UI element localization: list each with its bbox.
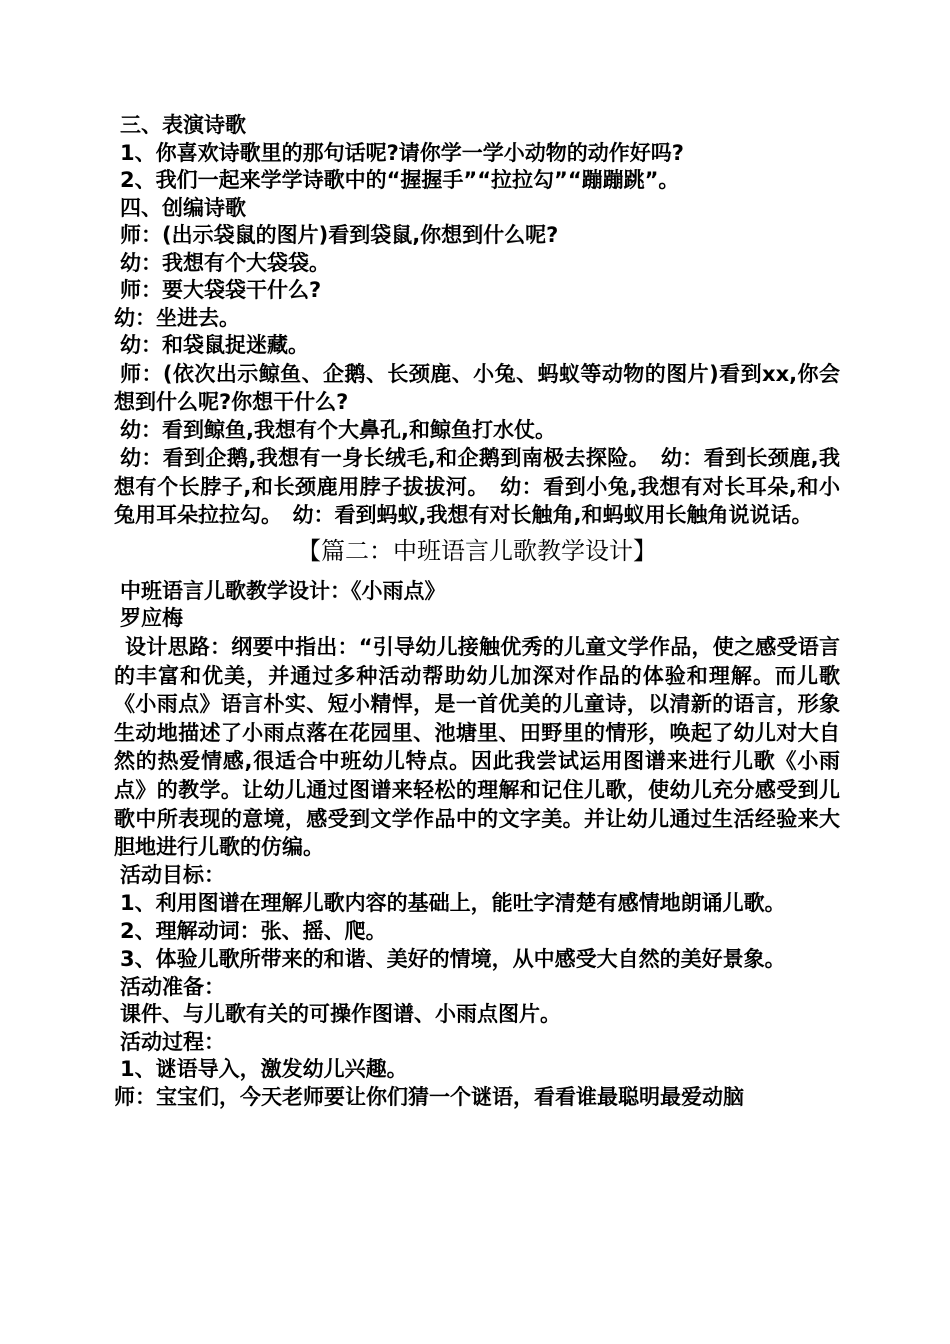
dialogue-line: 师：(出示袋鼠的图片)看到袋鼠,你想到什么呢? [120,223,559,247]
dialogue-line: 师：要大袋袋干什么? [120,278,322,302]
goal-item: 2、理解动词：张、摇、爬。 [120,918,387,943]
author-name: 罗应梅 [120,606,183,631]
dialogue-line: 幼：坐进去。 [114,305,240,330]
goal-item: 3、体验儿歌所带来的和谐、美好的情境，从中感受大自然的美好景象。 [120,947,786,972]
prep-text: 课件、与儿歌有关的可操作图谱、小雨点图片。 [120,1002,561,1027]
dialogue-paragraph: 师：(依次出示鲸鱼、企鹅、长颈鹿、小兔、蚂蚁等动物的图片)看到xx,你会想到什么呢?你想干什么? [114,361,840,415]
section-title: 【篇二：中班语言儿歌教学设计】 [297,536,657,565]
text-line: 2、我们一起来学学诗歌中的“握握手”“拉拉勾”“蹦蹦跳”。 [120,168,680,192]
process-step: 1、谜语导入，激发幼儿兴趣。 [120,1057,408,1082]
goals-heading: 活动目标： [120,862,225,887]
heading-create-poem: 四、创编诗歌 [120,195,246,220]
dialogue-line: 师：宝宝们，今天老师要让你们猜一个谜语，看看谁最聪明最爱动脑 [114,1084,744,1109]
lesson-title: 中班语言儿歌教学设计：《小雨点》 [120,578,446,603]
heading-perform-poem: 三、表演诗歌 [120,113,246,137]
design-paragraph: 设计思路：纲要中指出：“引导幼儿接触优秀的儿童文学作品，使之感受语言的丰富和优美，并通过多种活动帮助幼儿加深对作品的体验和理解。而儿歌《小雨点》语言朴实、短小精悍，是一首优美的儿童诗，以清新的语言，形象生动地描述了小雨点落在花园里、池塘里、田野里的情形，唤起了幼儿对大自然的热爱情感,很适合中班幼儿特点。因此我尝试运用图谱来进行儿歌《小雨点》的教学。让幼儿通过图谱来轻松的理解和记住儿歌，使幼儿充分感受到儿歌中所表现的意境，感受到文学作品中的文字美。并让幼儿通过生活经验来大胆地进行儿歌的仿编。 [114,634,840,860]
dialogue-line: 幼：我想有个大袋袋。 [120,250,330,275]
text-line: 1、你喜欢诗歌里的那句话呢?请你学一学小动物的动作好吗? [120,140,684,165]
prep-heading: 活动准备： [120,974,225,999]
dialogue-line: 幼：看到鲸鱼,我想有个大鼻孔,和鲸鱼打水仗。 [120,417,556,442]
goal-item: 1、利用图谱在理解儿歌内容的基础上，能吐字清楚有感情地朗诵儿歌。 [120,891,786,916]
dialogue-line: 幼：和袋鼠捉迷藏。 [120,333,309,357]
process-heading: 活动过程： [120,1029,225,1054]
document-page [114,112,840,1111]
dialogue-paragraph: 幼：看到企鹅,我想有一身长绒毛,和企鹅到南极去探险。 幼：看到长颈鹿,我想有个长脖子,和长颈鹿用脖子拔拔河。 幼：看到小兔,我想有对长耳朵,和小兔用耳朵拉拉勾。 幼：看到蚂蚁,我想有对长触角,和蚂蚁用长触角说说话。 [114,446,840,528]
